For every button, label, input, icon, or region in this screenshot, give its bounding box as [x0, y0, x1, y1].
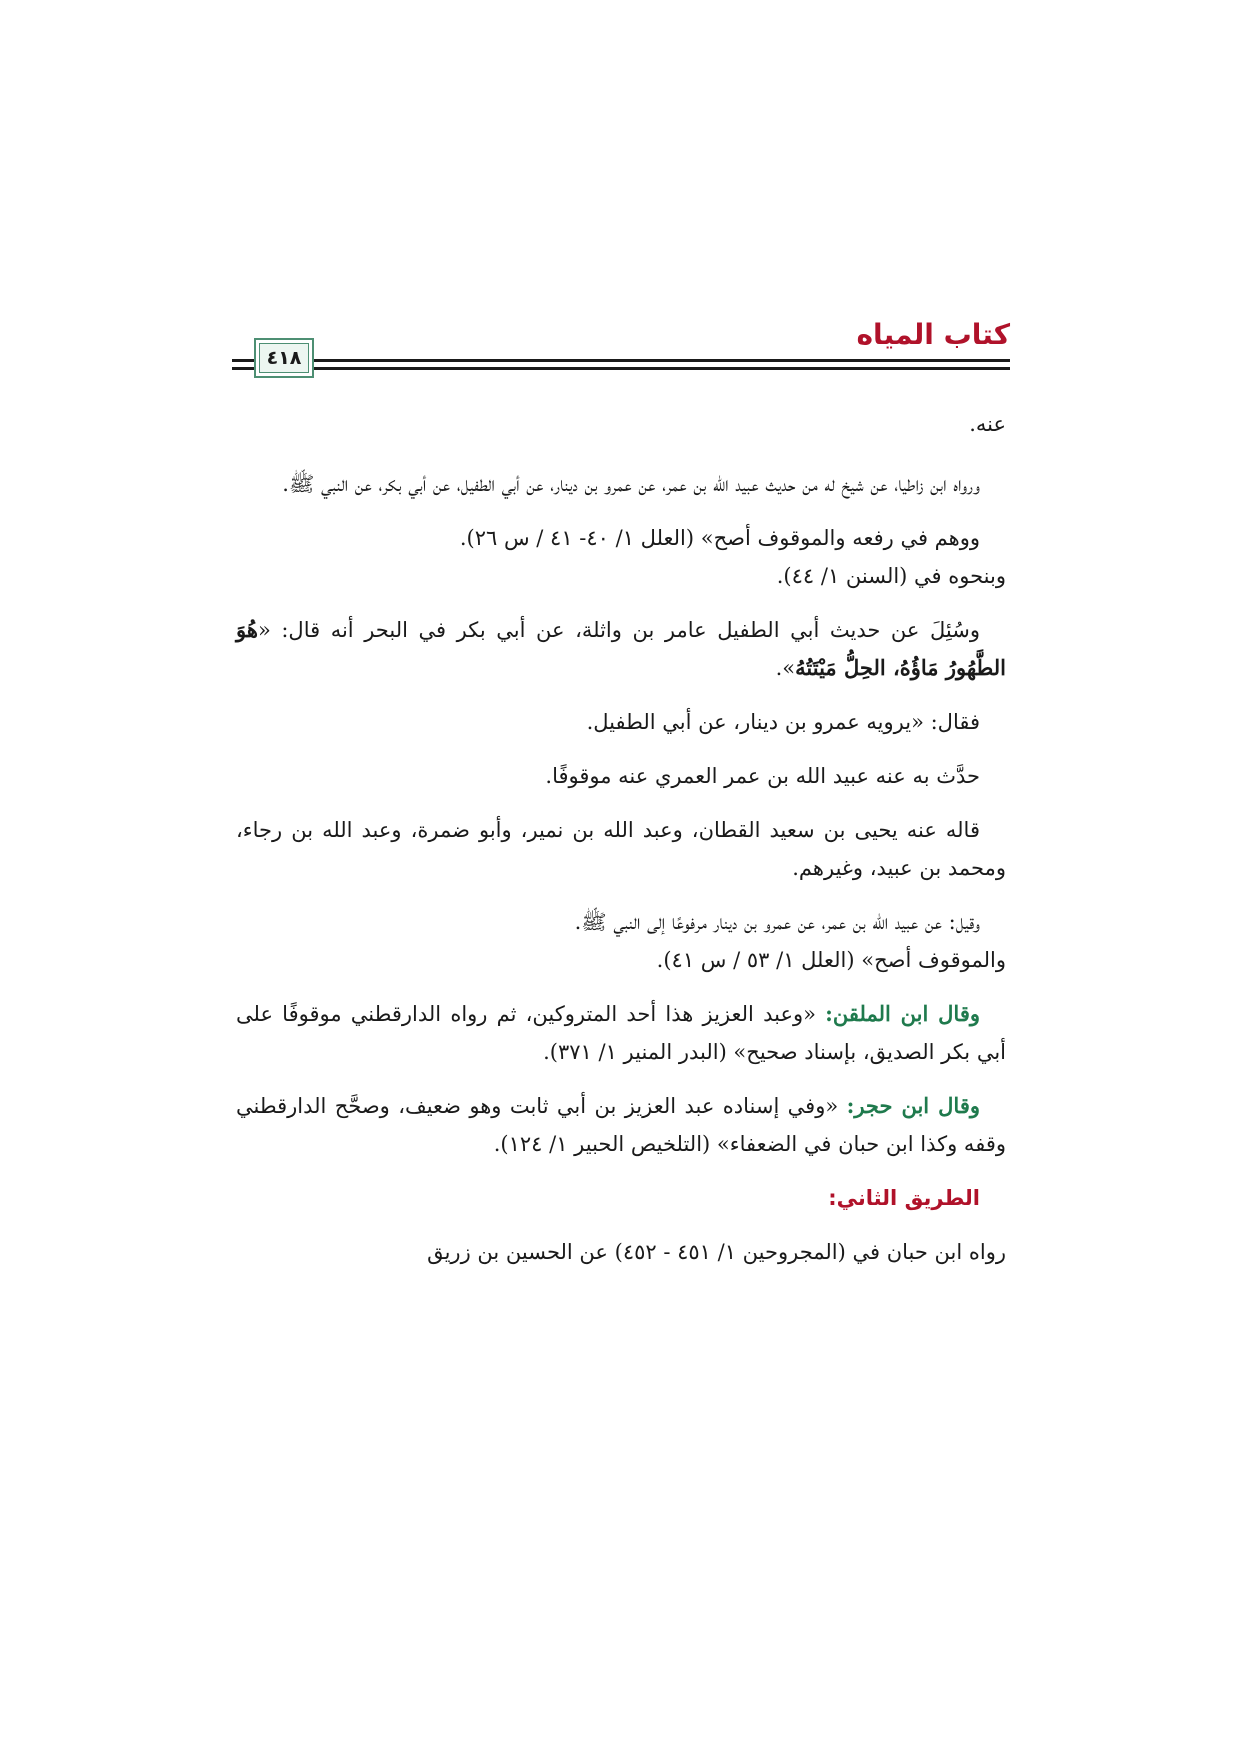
paragraph-text: «وعبد العزيز هذا أحد المتروكين، ثم رواه الدارقطني موقوفًا على أبي بكر الصديق، بإسناد صحيح» (البدر المنير ١/ ٣٧١). [236, 1002, 1006, 1064]
scholar-label: وقال ابن حجر: [846, 1093, 980, 1118]
paragraph-line: ووهم في رفعه والموقوف أصح» (العلل ١/ ٤٠- ٤١ / س ٢٦). [459, 526, 980, 550]
paragraph-text: وسُئِلَ عن حديث أبي الطفيل عامر بن واثلة، عن أبي بكر في البحر أنه قال: « [257, 618, 980, 642]
paragraph: فقال: «يرويه عمرو بن دينار، عن أبي الطفيل. [586, 710, 980, 734]
header-rule-top [232, 359, 1010, 362]
paragraph [236, 611, 1006, 687]
paragraph-line: والموقوف أصح» (العلل ١/ ٥٣ / س ٤١). [656, 948, 1006, 972]
quote-close: ». [775, 656, 796, 680]
page-number-badge [254, 338, 314, 378]
hadith-quote: هُوَ الطَّهُورُ مَاؤُهُ، الحِلُّ مَيْتَتُهُ [236, 617, 1006, 680]
paragraph: حدَّث به عنه عبيد الله بن عمر العمري عنه موقوفًا. [545, 764, 980, 788]
page-number: ٤١٨ [259, 343, 309, 373]
paragraph [236, 903, 1006, 979]
paragraph: قاله عنه يحيى بن سعيد القطان، وعبد الله بن نمير، وأبو ضمرة، وعبد الله بن رجاء، ومحمد بن عبيد، وغيرهم. [236, 818, 1006, 880]
header-rule-bottom [232, 367, 1010, 370]
paragraph [236, 1087, 1006, 1163]
section-heading: الطريق الثاني: [828, 1186, 980, 1210]
paragraph [236, 519, 1006, 595]
paragraph: رواه ابن حبان في (المجروحين ١/ ٤٥١ - ٤٥٢) عن الحسين بن زريق [427, 1240, 1006, 1264]
paragraph-text: «وفي إسناده عبد العزيز بن أبي ثابت وهو ضعيف، وصحَّح الدارقطني وقفه وكذا ابن حبان في الضعفاء» (التلخيص الحبير ١/ ١٢٤). [236, 1094, 1006, 1156]
book-title: كتاب المياه [856, 318, 1010, 351]
paragraph: ورواه ابن زاطيا، عن شيخ له من حديث عبيد الله بن عمر، عن عمرو بن دينار، عن أبي الطفيل، عن أبي بكر، عن النبي ﷺ. [282, 472, 980, 496]
scholar-label: وقال ابن الملقن: [825, 1001, 980, 1026]
paragraph-continuation: عنه. [969, 412, 1006, 436]
paragraph-line: وبنحوه في (السنن ١/ ٤٤). [776, 564, 1006, 588]
paragraph [236, 995, 1006, 1071]
page-body [236, 405, 1006, 1287]
running-header [232, 318, 1010, 388]
paragraph-line: وقيل: عن عبيد الله بن عمر، عن عمرو بن دينار مرفوعًا إلى النبي ﷺ. [574, 910, 980, 934]
